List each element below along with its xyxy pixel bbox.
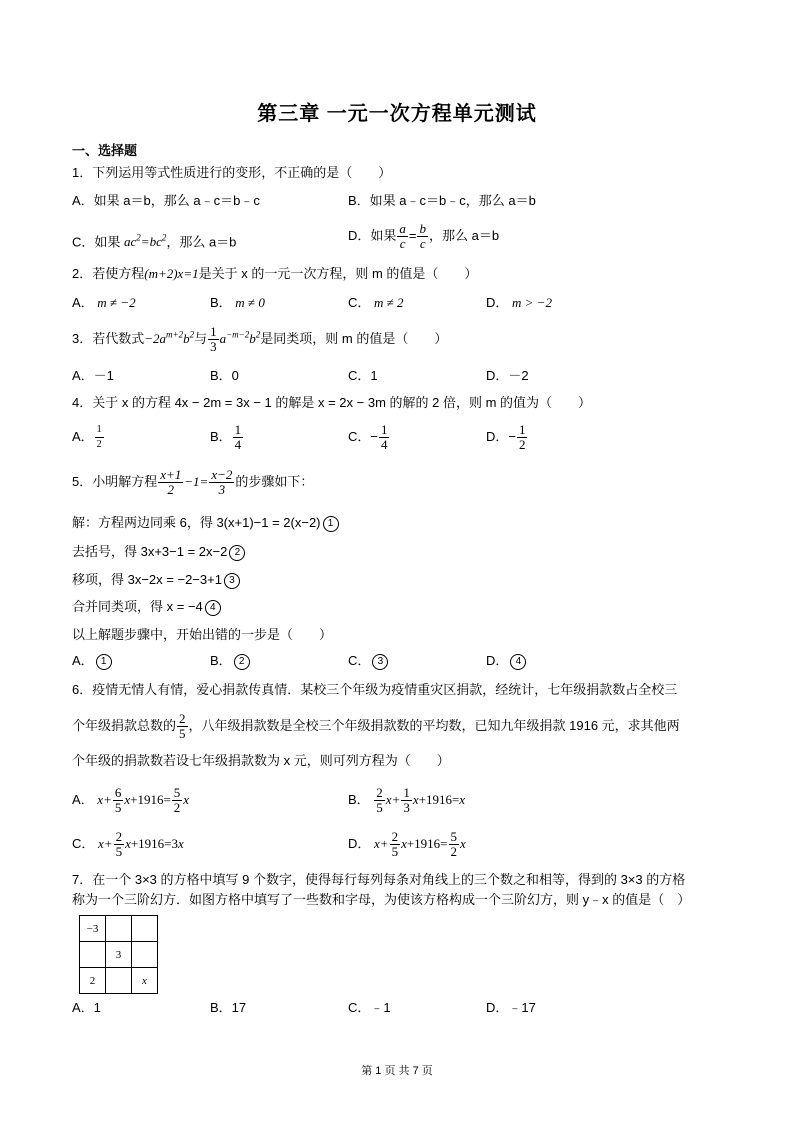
question-4-stem: 4．关于 x 的方程 4x − 2m = 3x − 1 的解是 x = 2x − 3m 的解的 2 倍，则 m 的值为（ ）	[72, 395, 592, 410]
question-5-stem: 5．小明解方程 $\frac{x+1}{2}$ −1= $\frac{x-2}{3}$ 的步骤如下：	[72, 467, 314, 497]
grid-cell: x	[132, 968, 158, 994]
q6-option-d: D． x+ $\frac{2}{5}$ x+1916= $\frac{5}{2}$ x	[348, 829, 466, 859]
q5-option-a: A． 1	[72, 652, 112, 670]
question-2-stem: 2．若使方程(m+2)x=1是关于 x 的一元一次方程，则 m 的值是（ ）	[72, 266, 478, 281]
grid-cell: −3	[80, 916, 106, 942]
question-3-stem: 3．若代数式$-2a^{m+2}b^2$与 $\frac{1}{3}$ $a^{-m-2}b^2$是同类项，则 m 的值是（ ）	[72, 324, 448, 354]
page-footer: 第 1 页 共 7 页	[361, 1065, 433, 1077]
q2-option-c: C． m ≠ 2	[348, 295, 404, 310]
question-1-stem: 1．下列运用等式性质进行的变形，不正确的是（ ）	[72, 165, 392, 180]
q4-option-d: D．− $\frac{1}{2}$	[486, 422, 526, 452]
q2-option-b: B． m ≠ 0	[210, 295, 265, 310]
q5-option-b: B． 2	[210, 652, 250, 670]
grid-cell	[132, 942, 158, 968]
q3-option-b: B．0	[210, 368, 239, 383]
q7-option-a: A．1	[72, 1000, 101, 1015]
q5-step-2: 去括号，得 3x+3−1 = 2x−2 2	[72, 543, 245, 561]
q3-option-d: D．－2	[486, 368, 529, 383]
q4-option-b: B． $\frac{1}{4}$	[210, 422, 242, 452]
question-6-line-3: 个年级的捐款数若设七年级捐款数为 x 元，则可列方程为（ ）	[72, 753, 450, 768]
q5-step-3: 移项，得 3x−2x = −2−3+1 3	[72, 571, 240, 589]
question-7-line-1: 7．在一个 3×3 的方格中填写 9 个数字，使得每行每列每条对角线上的三个数之和相等，得到的 3×3 的方格	[72, 872, 686, 887]
q6-option-b: B． $\frac{2}{5}$ x+ $\frac{1}{3}$ x+1916=x	[348, 785, 466, 815]
question-7-line-2: 称为一个三阶幻方．如图方格中填写了一些数和字母，为使该方格构成一个三阶幻方，则 y﹣x 的值是（ ）	[72, 892, 691, 907]
grid-cell: 2	[80, 968, 106, 994]
q3-option-a: A．－1	[72, 368, 114, 383]
question-6-line-2: 个年级捐款总数的 $\frac{2}{5}$ ，八年级捐款数是全校三个年级捐款数的平均数，已知九年级捐款 1916 元，求其他两	[72, 711, 680, 741]
q1-option-c: C．如果 $ac^2=bc^2$，那么 a＝b	[72, 233, 237, 250]
magic-square-grid	[79, 915, 158, 994]
q1-option-b: B．如果 a﹣c＝b﹣c，那么 a＝b	[348, 193, 536, 208]
q6-option-c: C． x+ $\frac{2}{5}$ x+1916=3x	[72, 829, 184, 859]
q5-step-4: 合并同类项，得 x = −4 4	[72, 598, 221, 616]
q6-option-a: A． x+ $\frac{6}{5}$ x+1916= $\frac{5}{2}$ x	[72, 785, 190, 815]
q5-option-d: D． 4	[486, 652, 526, 670]
page-title: 第三章 一元一次方程单元测试	[257, 103, 537, 125]
q7-option-b: B．17	[210, 1000, 247, 1015]
q2-option-a: A． m ≠ −2	[72, 295, 136, 310]
q5-question: 以上解题步骤中，开始出错的一步是（ ）	[72, 627, 333, 642]
grid-cell	[132, 916, 158, 942]
q4-option-a: A． $\frac{1}{2}$	[72, 424, 102, 450]
grid-cell	[106, 968, 132, 994]
section-heading: 一、选择题	[72, 143, 138, 158]
q4-option-c: C．− $\frac{1}{4}$	[348, 422, 388, 452]
q2-option-d: D． m > −2	[486, 295, 552, 310]
q1-option-d: D．如果 $\frac{a}{c}$ = $\frac{b}{c}$ ，那么 a＝b	[348, 221, 500, 251]
grid-cell	[106, 916, 132, 942]
q3-option-c: C．1	[348, 368, 378, 383]
q7-option-c: C．﹣1	[348, 1000, 391, 1015]
q5-option-c: C． 3	[348, 652, 388, 670]
grid-cell	[80, 942, 106, 968]
q1-option-a: A．如果 a＝b，那么 a﹣c＝b﹣c	[72, 193, 260, 208]
grid-cell: 3	[106, 942, 132, 968]
q7-option-d: D．﹣17	[486, 1000, 536, 1015]
question-6-line-1: 6．疫情无情人有情，爱心捐款传真情．某校三个年级为疫情重灾区捐款，经统计，七年级捐款数占全校三	[72, 682, 678, 697]
q5-step-1: 解：方程两边同乘 6，得 3(x+1)−1 = 2(x−2) 1	[72, 514, 339, 532]
